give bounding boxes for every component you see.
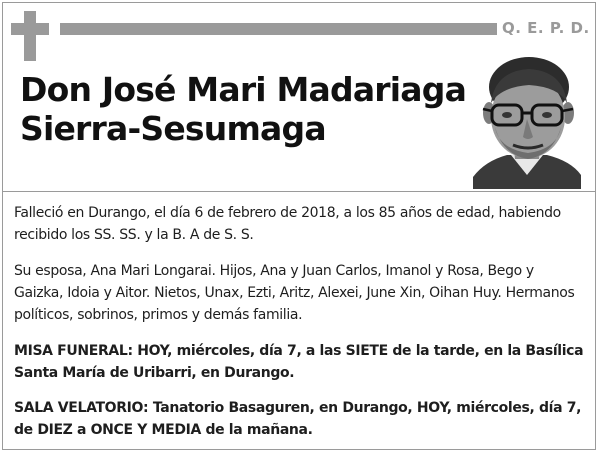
header-rule [60, 23, 497, 35]
deceased-name-line2: Sierra-Sesumaga [20, 109, 326, 148]
death-paragraph: Falleció en Durango, el día 6 de febrero de 2018, a los 85 años de edad, habiendo recibido los SS. SS. y la B. A de S. S. [14, 205, 561, 243]
wake-paragraph: SALA VELATORIO: Tanatorio Basaguren, en Durango, HOY, miércoles, día 7, de DIEZ a ONCE Y MEDIA de la mañana. [14, 400, 582, 438]
funeral-paragraph: MISA FUNERAL: HOY, miércoles, día 7, a las SIETE de la tarde, en la Basílica Santa María de Uribarri, en Durango. [14, 343, 584, 381]
portrait-photo-graphic [473, 57, 581, 189]
qepd-tag: Q. E. P. D. [502, 19, 590, 37]
deceased-name-line1: Don José Mari Madariaga [20, 70, 467, 109]
header-separator [2, 191, 596, 192]
portrait-photo [473, 57, 581, 189]
family-paragraph: Su esposa, Ana Mari Longarai. Hijos, Ana y Juan Carlos, Imanol y Rosa, Bego y Gaizka, Idoia y Aitor. Nietos, Unax, Ezti, Aritz, Alexei, June Xin, Oihan Huy. Hermanos políticos, sobrinos, primos y demás familia. [14, 263, 575, 323]
deceased-name [20, 70, 465, 148]
notice-body [14, 202, 584, 454]
